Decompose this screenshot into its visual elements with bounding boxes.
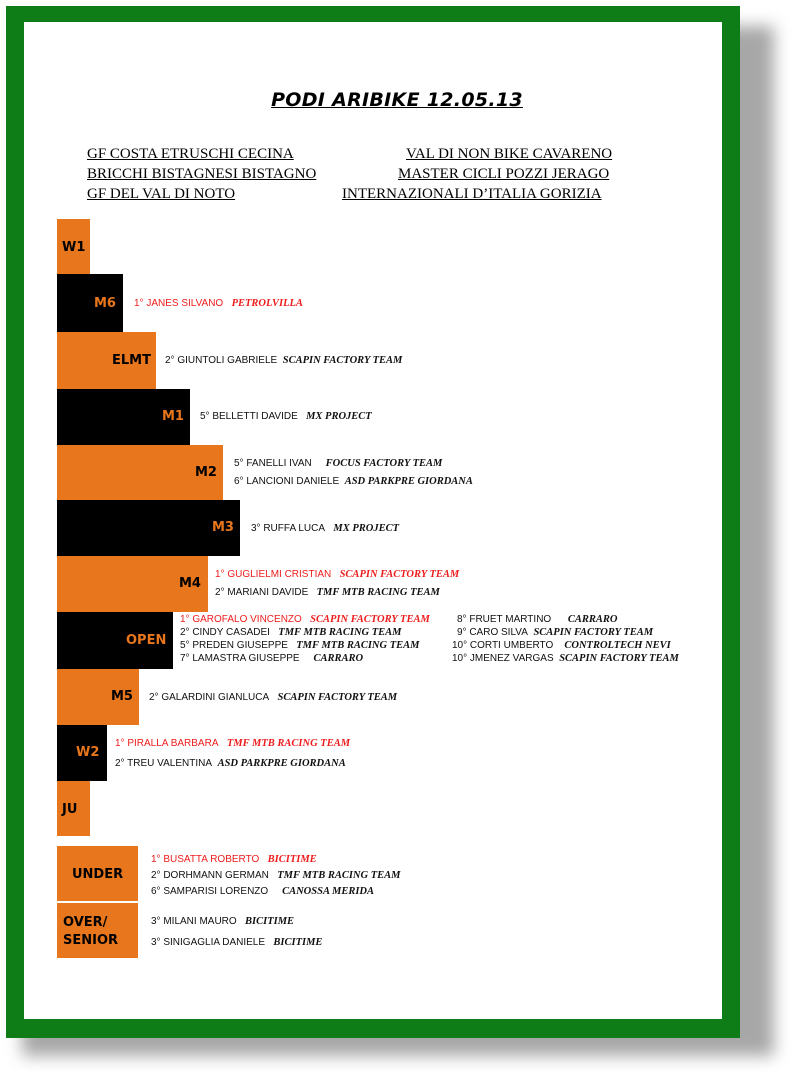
event-item: MASTER CICLI POZZI JERAGO xyxy=(398,166,610,182)
category-label-w2: W2 xyxy=(76,745,100,760)
result-entry xyxy=(165,354,402,367)
event-item: GF DEL VAL DI NOTO xyxy=(87,186,236,202)
category-label-m1: M1 xyxy=(162,409,184,424)
team-name: ASD PARKPRE GIORDANA xyxy=(217,758,346,769)
rider-name: 2° MARIANI DAVIDE xyxy=(215,587,309,598)
event-item: INTERNAZIONALI D’ITALIA GORIZIA xyxy=(342,186,602,202)
rider-name: 3° MILANI MAURO xyxy=(151,916,237,927)
team-name: BICITIME xyxy=(273,937,323,948)
team-name: ASD PARKPRE GIORDANA xyxy=(344,476,473,487)
team-name: TMF MTB RACING TEAM xyxy=(277,870,401,881)
team-name: SCAPIN FACTORY TEAM xyxy=(339,569,460,580)
rider-name: 1° GAROFALO VINCENZO xyxy=(180,614,302,625)
team-name: CANOSSA MERIDA xyxy=(282,886,375,897)
result-entry xyxy=(151,885,374,898)
rider-name: 1° JANES SILVANO xyxy=(134,298,224,309)
team-name: TMF MTB RACING TEAM xyxy=(226,738,351,749)
event-item: VAL DI NON BIKE CAVARENO xyxy=(406,146,613,162)
result-entry xyxy=(234,457,442,470)
rider-name: 3° RUFFA LUCA xyxy=(251,523,326,534)
team-name: MX PROJECT xyxy=(333,523,400,534)
result-entry xyxy=(215,568,459,581)
rider-name: 6° SAMPARISI LORENZO xyxy=(151,886,269,897)
result-entry xyxy=(234,475,473,488)
category-label-open: OPEN xyxy=(126,633,167,648)
result-entry xyxy=(151,936,322,949)
result-entry xyxy=(180,613,430,626)
team-name: CARRARO xyxy=(313,653,364,664)
rider-name: 9° CARO SILVA xyxy=(457,627,528,638)
rider-name: 2° GALARDINI GIANLUCA xyxy=(149,692,270,703)
result-entry xyxy=(134,297,303,310)
result-entry xyxy=(149,691,397,704)
result-entry xyxy=(180,626,402,639)
rider-name: 10° JMENEZ VARGAS xyxy=(452,653,554,664)
result-entry xyxy=(452,639,671,652)
rider-name: 5° BELLETTI DAVIDE xyxy=(200,411,298,422)
category-label-m6: M6 xyxy=(94,296,116,311)
rider-name: 2° TREU VALENTINA xyxy=(115,758,212,769)
category-label-m5: M5 xyxy=(111,689,133,704)
result-entry xyxy=(115,757,346,770)
team-name: TMF MTB RACING TEAM xyxy=(316,587,440,598)
rider-name: 1° PIRALLA BARBARA xyxy=(115,738,219,749)
team-name: CONTROLTECH NEVI xyxy=(564,640,671,651)
result-entry xyxy=(151,915,294,928)
team-name: FOCUS FACTORY TEAM xyxy=(325,458,443,469)
team-name: TMF MTB RACING TEAM xyxy=(296,640,420,651)
rider-name: 2° CINDY CASADEI xyxy=(180,627,270,638)
team-name: SCAPIN FACTORY TEAM xyxy=(282,355,403,366)
team-name: SCAPIN FACTORY TEAM xyxy=(559,653,679,664)
rider-name: 7° LAMASTRA GIUSEPPE xyxy=(180,653,300,664)
rider-name: 2° GIUNTOLI GABRIELE xyxy=(165,355,278,366)
category-label-m4: M4 xyxy=(179,576,201,591)
rider-name: 2° DORHMANN GERMAN xyxy=(151,870,269,881)
rider-name: 1° GUGLIELMI CRISTIAN xyxy=(215,569,332,580)
team-name: SCAPIN FACTORY TEAM xyxy=(277,692,398,703)
result-entry xyxy=(180,652,363,665)
result-entry xyxy=(457,626,653,639)
team-name: BICITIME xyxy=(267,854,317,865)
result-entry xyxy=(200,410,372,423)
team-name: SCAPIN FACTORY TEAM xyxy=(310,614,430,625)
category-label-m3: M3 xyxy=(212,520,234,535)
category-label-under: UNDER xyxy=(72,867,124,882)
rider-name: 6° LANCIONI DANIELE xyxy=(234,476,340,487)
category-label-w1: W1 xyxy=(62,240,86,255)
result-entry xyxy=(251,522,399,535)
result-entry xyxy=(151,853,317,866)
rider-name: 3° SINIGAGLIA DANIELE xyxy=(151,937,266,948)
result-entry xyxy=(452,652,679,665)
result-entry xyxy=(180,639,419,652)
category-label-senior: SENIOR xyxy=(63,933,119,948)
team-name: BICITIME xyxy=(245,916,295,927)
category-bar-over-senior xyxy=(57,903,138,958)
rider-name: 5° PREDEN GIUSEPPE xyxy=(180,640,288,651)
team-name: SCAPIN FACTORY TEAM xyxy=(533,627,654,638)
category-label-over: OVER/ xyxy=(63,915,108,930)
team-name: CARRARO xyxy=(567,614,618,625)
event-item: BRICCHI BISTAGNESI BISTAGNO xyxy=(87,166,317,182)
event-item: GF COSTA ETRUSCHI CECINA xyxy=(87,146,294,162)
team-name: PETROLVILLA xyxy=(231,298,303,309)
page-title: PODI ARIBIKE 12.05.13 xyxy=(271,89,523,111)
rider-name: 5° FANELLI IVAN xyxy=(234,458,312,469)
rider-name: 8° FRUET MARTINO xyxy=(457,614,552,625)
result-entry xyxy=(457,613,617,626)
category-label-elmt: ELMT xyxy=(112,353,151,368)
team-name: TMF MTB RACING TEAM xyxy=(278,627,402,638)
result-entry xyxy=(115,737,350,750)
rider-name: 1° BUSATTA ROBERTO xyxy=(151,854,260,865)
category-label-ju: JU xyxy=(62,802,78,817)
result-entry xyxy=(215,586,440,599)
rider-name: 10° CORTI UMBERTO xyxy=(452,640,554,651)
team-name: MX PROJECT xyxy=(306,411,372,422)
result-entry xyxy=(151,869,400,882)
category-label-m2: M2 xyxy=(195,465,217,480)
